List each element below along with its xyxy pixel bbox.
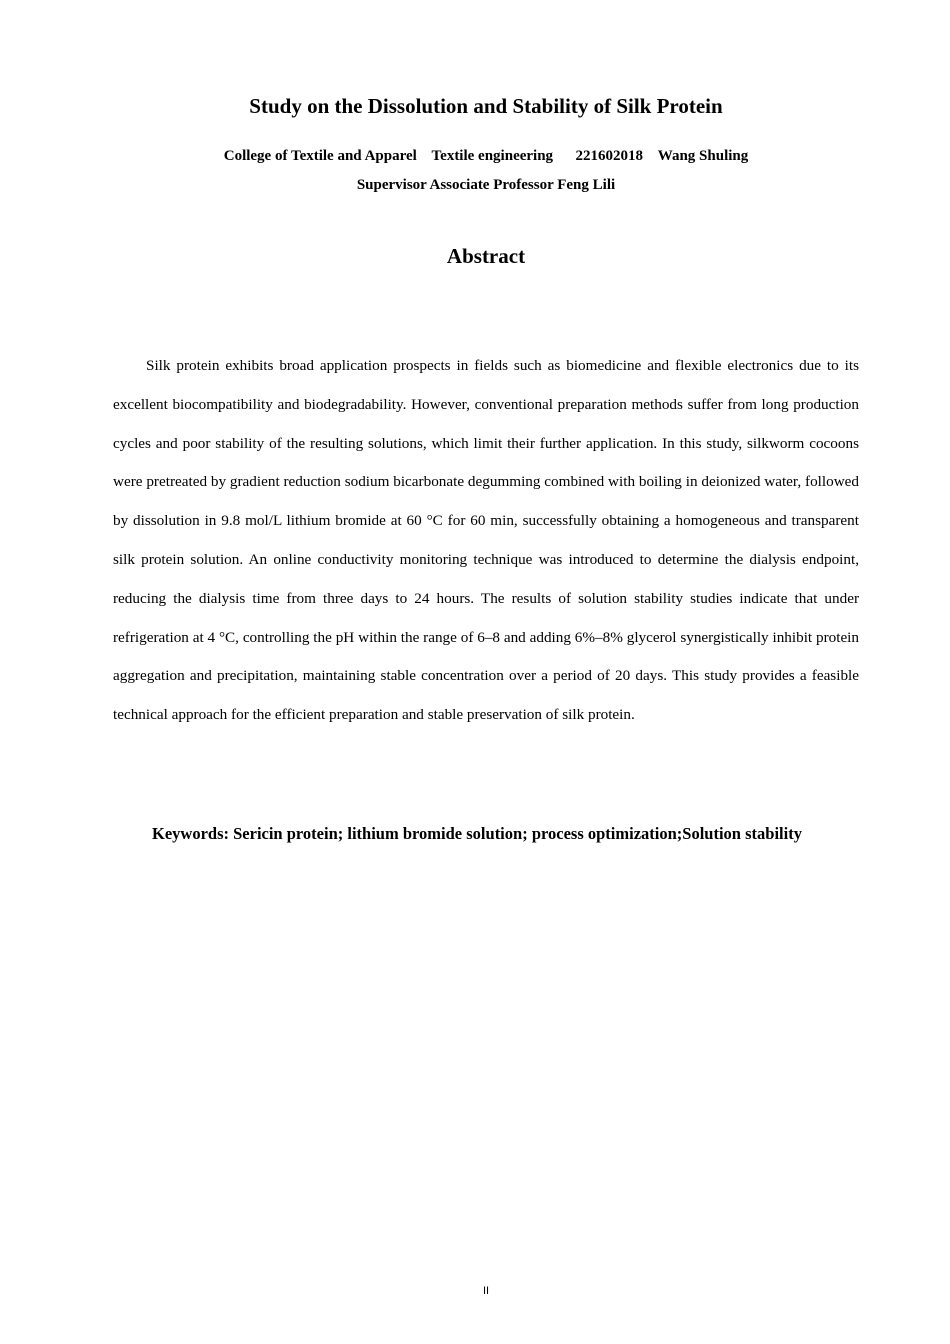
keywords-line: Keywords: Sericin protein; lithium bromide solution; process optimization;Solution stability — [152, 824, 802, 843]
supervisor-line: Supervisor Associate Professor Feng Lili — [356, 177, 616, 193]
paper-title: Study on the Dissolution and Stability of Silk Protein — [249, 94, 723, 118]
abstract-heading: Abstract — [446, 244, 526, 268]
abstract-paragraph: Silk protein exhibits broad application prospects in fields such as biomedicine and flexible electronics due to its excellent biocompatibility and biodegradability. However, conventional preparation methods suffer from long production cycles and poor stability of the resulting solutions, which limit their further application. In this study, silkworm cocoons were pretreated by gradient reduction sodium bicarbonate degumming combined with boiling in deionized water, followed by dissolution in 9.8 mol/L lithium bromide at 60 °C for 60 min, successfully obtaining a homogeneous and transparent silk protein solution. An online conductivity monitoring technique was introduced to determine the dialysis endpoint, reducing the dialysis time from three days to 24 hours. The results of solution stability studies indicate that under refrigeration at 4 °C, controlling the pH within the range of 6–8 and adding 6%–8% glycerol synergistically inhibit protein aggregation and precipitation, maintaining stable concentration over a period of 20 days. This study provides a feasible technical approach for the efficient preparation and stable preservation of silk protein. — [113, 357, 859, 724]
page-number: II — [482, 1285, 490, 1297]
author-affiliation-line: College of Textile and Apparel Textile engineering 221602018 Wang Shuling — [223, 148, 749, 164]
